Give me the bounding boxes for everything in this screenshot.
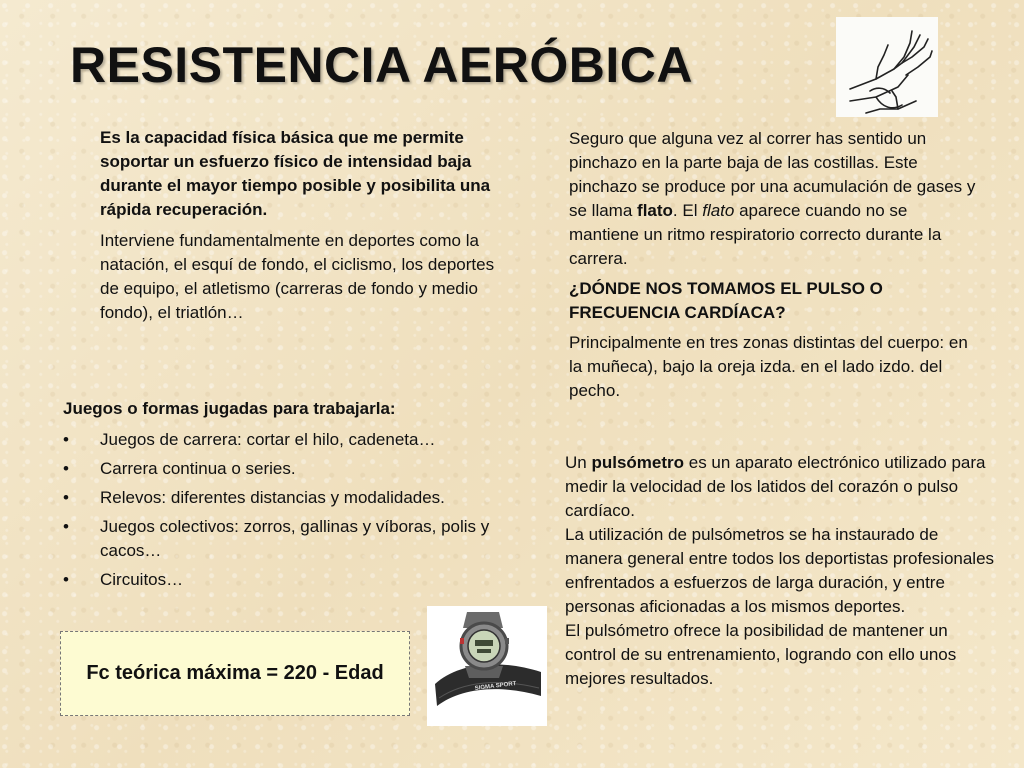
bullet: • [63, 570, 69, 589]
page-title: RESISTENCIA AERÓBICA [70, 37, 694, 93]
bullet: • [63, 488, 69, 507]
list-item-text: Juegos colectivos: zorros, gallinas y víboras, polis y cacos… [100, 517, 490, 560]
watch-strap-brand: SIGMA SPORT [474, 680, 517, 692]
formula-text: Fc teórica máxima = 220 - Edad [86, 662, 384, 684]
list-item [63, 428, 513, 452]
flato-section [569, 127, 979, 409]
flato-text-end: aparece cuando no se mantiene un ritmo respiratorio correcto durante la carrera. [569, 201, 942, 268]
wrist-pulse-hand-icon [836, 17, 938, 117]
heart-rate-monitor-watch-icon [427, 606, 547, 726]
games-list [63, 428, 513, 597]
pulsometro-benefit: El pulsómetro ofrece la posibilidad de mantener un control de su entrenamiento, logrando con ello unos mejores resultados. [565, 621, 957, 688]
list-item-text: Carrera continua o series. [100, 459, 296, 478]
formula-box [60, 631, 410, 716]
list-item [63, 515, 513, 563]
pulse-answer: Principalmente en tres zonas distintas del cuerpo: en la muñeca), bajo la oreja izda. en el lado izdo. del pecho. [569, 333, 968, 400]
pulsometro-text-end: es un aparato electrónico utilizado para medir la velocidad de los latidos del corazón o pulso cardíaco. [565, 453, 986, 520]
flato-text-mid: . El [672, 201, 703, 220]
flato-paragraph [569, 127, 979, 271]
flato-bold-term: flato [637, 201, 673, 220]
bullet: • [63, 430, 69, 449]
pulsometro-bold-term: pulsómetro [591, 453, 685, 472]
list-item [63, 457, 513, 481]
sports-text: Interviene fundamentalmente en deportes como la natación, el esquí de fondo, el ciclismo, los deportes de equipo, el atletismo (carreras de fondo y medio fondo), el triatlón… [100, 231, 495, 322]
list-item-text: Relevos: diferentes distancias y modalidades. [100, 488, 445, 507]
definition-text: Es la capacidad física básica que me permite soportar un esfuerzo físico de intensidad baja durante el mayor tiempo posible y posibilita una rápida recuperación. [100, 128, 491, 219]
list-item-text: Juegos de carrera: cortar el hilo, cadeneta… [100, 430, 436, 449]
list-item [63, 486, 513, 510]
bullet: • [63, 517, 69, 536]
pulsometro-section [565, 451, 995, 691]
pulsometro-definition [565, 451, 995, 523]
pulsometro-usage: La utilización de pulsómetros se ha instaurado de manera general entre todos los deportistas profesionales enfrentados a esfuerzos de larga duración, y entre personas aficionadas a los mismos deportes. [565, 525, 995, 616]
intro-section [100, 126, 500, 332]
flato-text-start: Seguro que alguna vez al correr has sentido un pinchazo en la parte baja de las costillas. Este pinchazo se produce por una acumulación de gases y se llama [569, 129, 976, 220]
games-title: Juegos o formas jugadas para trabajarla: [63, 399, 396, 418]
flato-italic-term: flato [702, 201, 735, 220]
pulsometro-text-start: Un [565, 453, 592, 472]
bullet: • [63, 459, 69, 478]
list-item [63, 568, 513, 592]
list-item-text: Circuitos… [100, 570, 184, 589]
pulse-question: ¿DÓNDE NOS TOMAMOS EL PULSO O FRECUENCIA CARDÍACA? [569, 279, 883, 322]
